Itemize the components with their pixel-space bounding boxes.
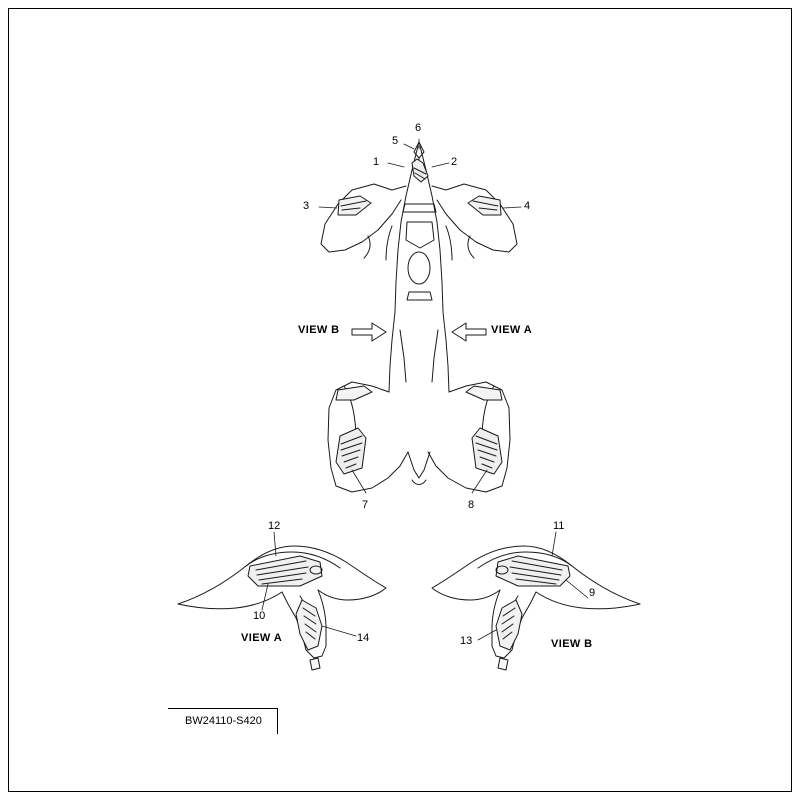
callout-11: 11 bbox=[553, 520, 565, 532]
view-label-a-detail: VIEW A bbox=[241, 632, 283, 644]
callout-7: 7 bbox=[362, 499, 369, 511]
view-label-a-main: VIEW A bbox=[491, 324, 533, 336]
view-label-b-main: VIEW B bbox=[298, 324, 340, 336]
callout-1: 1 bbox=[373, 156, 380, 168]
view-arrow-a bbox=[452, 323, 486, 341]
callout-10: 10 bbox=[253, 610, 266, 622]
view-label-b-detail: VIEW B bbox=[551, 638, 593, 650]
callout-14: 14 bbox=[357, 632, 370, 644]
detail-view-a bbox=[178, 546, 386, 670]
callout-3: 3 bbox=[303, 200, 310, 212]
view-arrow-b bbox=[352, 323, 386, 341]
callout-6: 6 bbox=[415, 122, 422, 134]
callout-13: 13 bbox=[460, 635, 473, 647]
callout-12: 12 bbox=[268, 520, 281, 532]
detail-view-b bbox=[432, 546, 640, 670]
callout-5: 5 bbox=[392, 135, 399, 147]
callout-4: 4 bbox=[524, 200, 531, 212]
callout-9: 9 bbox=[589, 587, 596, 599]
part-code: BW24110-S420 bbox=[185, 715, 262, 727]
callout-8: 8 bbox=[468, 499, 475, 511]
top-view-hull bbox=[321, 142, 517, 492]
callout-2: 2 bbox=[451, 156, 458, 168]
